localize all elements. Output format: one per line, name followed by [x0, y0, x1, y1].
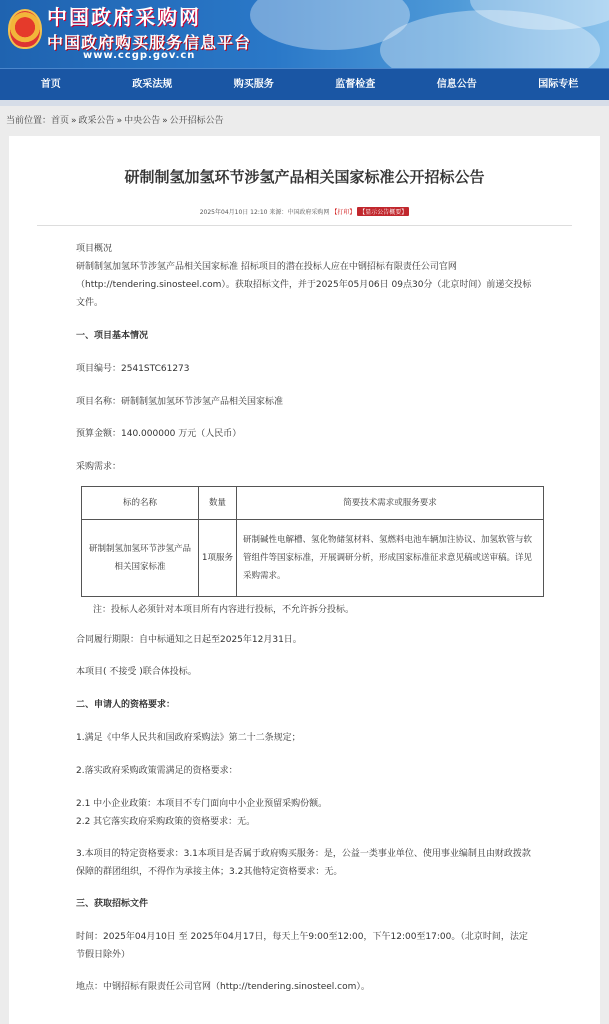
- site-title[interactable]: 中国政府采购网: [47, 5, 201, 29]
- table-header-item: 标的名称: [82, 487, 199, 520]
- breadcrumb-separator: »: [116, 116, 123, 126]
- article-title: 研制制氢加氢环节涉氢产品相关国家标准公开招标公告: [124, 168, 485, 186]
- breadcrumb: [0, 106, 609, 136]
- nav-item-home[interactable]: 首页: [40, 79, 61, 90]
- nav-item-regulations[interactable]: 政采法规: [132, 79, 173, 90]
- project-number: 项目编号：2541STC61273: [76, 364, 190, 374]
- section-2-heading: 二、申请人的资格要求：: [76, 700, 176, 710]
- article-date-source: 2025年04月10日 12:10 来源：中国政府采购网: [199, 209, 330, 216]
- nav-item-supervision[interactable]: 监督检查: [335, 79, 376, 90]
- table-cell-item: 研制制氢加氢环节涉氢产品相关国家标准: [82, 520, 199, 597]
- print-link[interactable]: 【打印】: [331, 209, 356, 216]
- article-meta: [9, 207, 600, 216]
- table-row: [82, 520, 544, 597]
- show-summary-button[interactable]: 【显示公告概要】: [359, 209, 408, 216]
- nav-item-purchase-services[interactable]: 购买服务: [233, 79, 274, 90]
- section-3-heading: 三、获取招标文件: [76, 899, 149, 909]
- qualification-2: 2.落实政府采购政策需满足的资格要求：: [76, 766, 238, 776]
- document-time: 时间：2025年04月10日 至 2025年04月17日，每天上午9:00至12:00，下午12:00至17:00。（北京时间，法定节假日除外）: [76, 932, 528, 960]
- section-1-heading: 一、项目基本情况: [76, 331, 149, 341]
- requirements-label: 采购需求：: [76, 462, 122, 472]
- nav-item-announcements[interactable]: 信息公告: [436, 79, 477, 90]
- main-nav: [0, 68, 609, 100]
- breadcrumb-prefix: 当前位置：: [6, 116, 52, 126]
- document-place: 地点：中钢招标有限责任公司官网（http://tendering.sinosteel.com）。: [76, 982, 370, 992]
- budget-amount: 预算金额：140.000000 万元（人民币）: [76, 429, 242, 439]
- qualification-1: 1.满足《中华人民共和国政府采购法》第二十二条规定；: [76, 733, 301, 743]
- breadcrumb-separator: »: [71, 116, 77, 126]
- breadcrumb-separator: »: [162, 116, 168, 126]
- table-header-quantity: 数量: [199, 487, 237, 520]
- table-cell-requirements: 研制碱性电解槽、氢化物储氢材料、氢燃料电池车辆加注协议、加氢软管与软管组件等国家标准，开展调研分析，形成国家标准征求意见稿或送审稿。详见采购需求。: [237, 520, 544, 597]
- title-divider: [37, 225, 572, 226]
- overview-text: 研制制氢加氢环节涉氢产品相关国家标准 招标项目的潜在投标人应在中钢招标有限责任公司官网（http://tendering.sinosteel.com）。获取招标文件，并于2025年05月06日 09点30分（北京时间）前递交投标文件。: [76, 262, 532, 308]
- table-cell-quantity: 1项服务: [199, 520, 237, 597]
- breadcrumb-item-central[interactable]: 中央公告: [124, 116, 161, 126]
- site-banner: [0, 0, 609, 68]
- article-card: [9, 136, 600, 1024]
- nav-item-international[interactable]: 国际专栏: [538, 79, 579, 90]
- contract-period: 合同履行期限：自中标通知之日起至2025年12月31日。: [76, 635, 302, 645]
- site-subtitle: 中国政府购买服务信息平台: [47, 33, 252, 52]
- requirements-table: [81, 486, 544, 597]
- table-header-row: [82, 487, 544, 520]
- breadcrumb-item-home[interactable]: 首页: [51, 116, 70, 126]
- table-header-requirements: 简要技术需求或服务要求: [237, 487, 544, 520]
- national-emblem-icon: [8, 9, 42, 49]
- site-url: www.ccgp.gov.cn: [83, 50, 196, 61]
- breadcrumb-item-announcements[interactable]: 政采公告: [78, 116, 115, 126]
- consortium-statement: 本项目( 不接受 )联合体投标。: [76, 667, 197, 677]
- qualification-2-2: 2.2 其它落实政府采购政策的资格要求：无。: [76, 817, 256, 827]
- bid-note: 注：投标人必须针对本项目所有内容进行投标，不允许拆分投标。: [93, 605, 355, 615]
- article-content: [9, 240, 600, 996]
- qualification-3: 3.本项目的特定资格要求：3.1本项目是否属于政府购买服务：是，公益一类事业单位、使用事业编制且由财政拨款保障的群团组织，不得作为承接主体；3.2其他特定资格要求：无。: [76, 849, 531, 877]
- overview-heading: 项目概况: [76, 244, 113, 254]
- project-name: 项目名称：研制制氢加氢环节涉氢产品相关国家标准: [76, 397, 284, 407]
- qualification-2-1: 2.1 中小企业政策：本项目不专门面向中小企业预留采购份额。: [76, 799, 328, 809]
- breadcrumb-item-tender[interactable]: 公开招标公告: [169, 116, 224, 126]
